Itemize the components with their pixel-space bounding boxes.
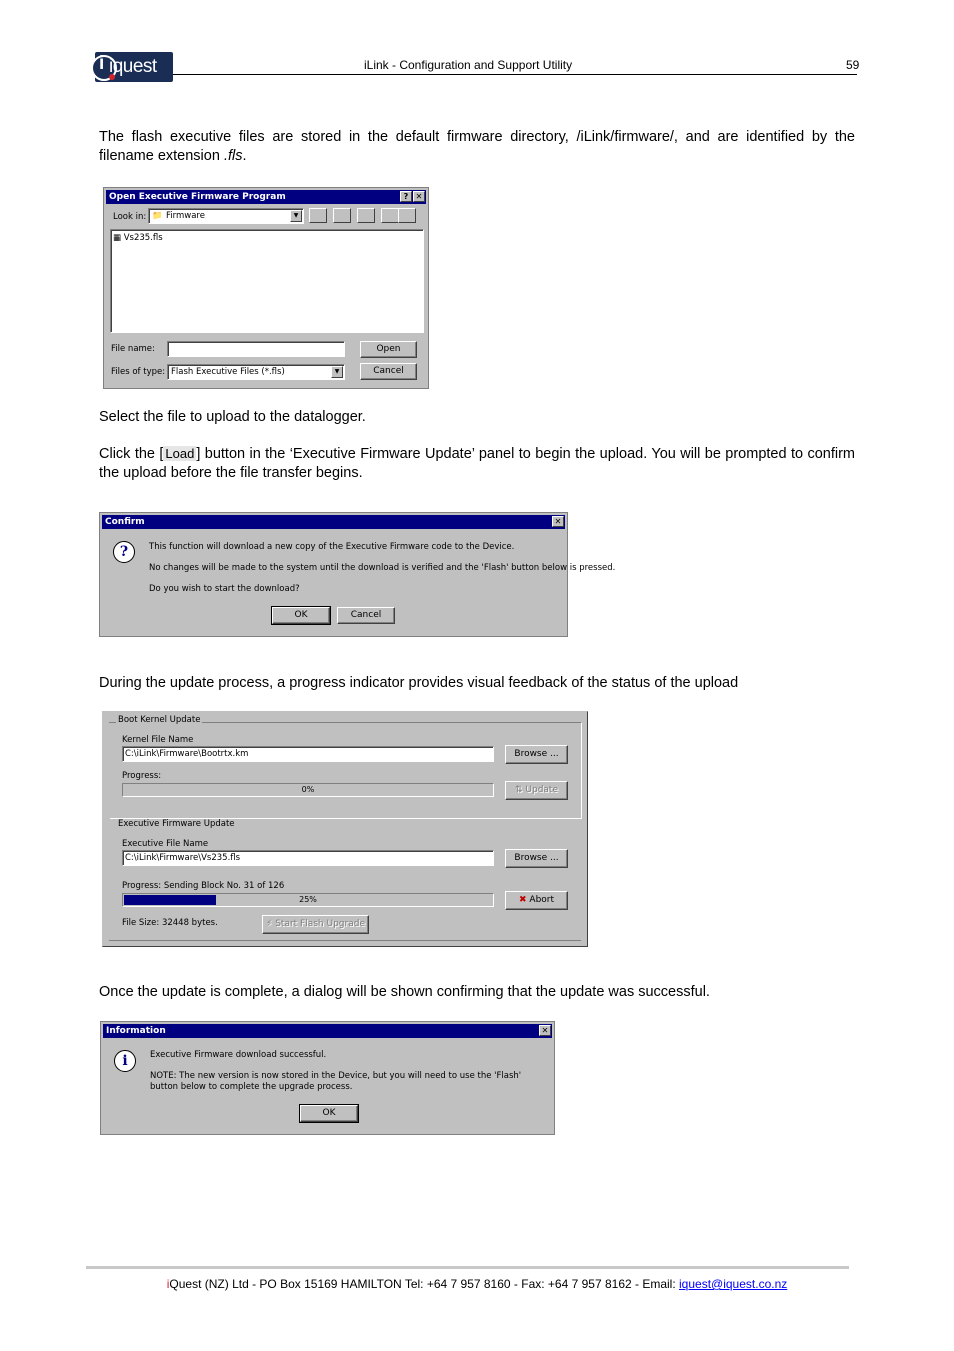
kernel-progress-label: Progress: [122,771,162,781]
exec-progress-label: Progress: Sending Block No. 31 of 126 [122,881,285,891]
logo-text: iquest [109,56,157,77]
page-number: 59 [846,58,860,72]
footer-rule [86,1266,849,1269]
paragraph-firmware-dir: The flash executive files are stored in the default firmware directory, /iLink/firmware/, and are identified by the filename extension .fls. [99,129,855,164]
exec-progress-bar [122,893,494,907]
close-button[interactable]: ✕ [413,191,425,202]
abort-icon: ✖ [518,895,527,905]
chevron-down-icon: ▼ [331,366,343,378]
close-button[interactable]: ✕ [552,516,564,527]
exec-browse-button[interactable]: Browse ... [505,849,568,868]
information-dialog [100,1021,555,1135]
firmware-update-panel [102,711,588,947]
kernel-file-input[interactable]: C:\iLink\Firmware\Bootrtx.km [122,746,494,762]
help-button[interactable]: ? [400,191,412,202]
details-view-icon[interactable] [398,208,416,223]
cancel-button[interactable]: Cancel [337,607,395,624]
file-item[interactable]: ▦ Vs235.fls [113,233,163,243]
exec-progress-text: 25% [299,895,317,904]
abort-button[interactable]: ✖ Abort [505,891,568,910]
kernel-progress-text: 0% [301,785,315,794]
header-rule [173,74,857,75]
kernel-browse-button[interactable]: Browse ... [505,745,568,764]
exec-file-input[interactable]: C:\iLink\Firmware\Vs235.fls [122,850,494,866]
confirm-message-1: This function will download a new copy of the Executive Firmware code to the Device. [149,542,515,552]
up-folder-icon[interactable] [309,208,327,223]
chevron-down-icon: ▼ [290,210,302,222]
cancel-button[interactable]: Cancel [360,363,417,380]
confirm-message-2: No changes will be made to the system until the download is verified and the 'Flash' button below is pressed. [149,563,616,573]
footer: iQuest (NZ) Ltd - PO Box 15169 HAMILTON Tel: +64 7 957 8160 - Fax: +64 7 957 8162 - Email: iquest@iquest.co.nz [166,1277,788,1291]
confirm-question: Do you wish to start the download? [149,584,300,594]
exec-group-label: Executive Firmware Update [118,819,235,829]
look-in-label: Look in: [113,212,147,222]
file-name-input[interactable] [167,341,345,357]
file-list[interactable] [110,229,424,333]
flash-icon: ⚡ [266,919,273,929]
ok-button[interactable]: OK [272,607,330,624]
update-button[interactable]: ⇅ Update [505,781,568,800]
file-name-label: File name: [111,344,155,354]
kernel-progress-bar [122,783,494,797]
paragraph-complete: Once the update is complete, a dialog will be shown confirming that the update was successful. [99,984,710,1000]
files-of-type-select[interactable]: Flash Executive Files (*.fls) ▼ [167,364,345,380]
kernel-file-label: Kernel File Name [122,735,194,745]
new-folder-icon[interactable] [357,208,375,223]
close-button[interactable]: ✕ [539,1025,551,1036]
desktop-icon[interactable] [333,208,351,223]
file-icon: ▦ [113,233,122,243]
list-view-icon[interactable] [381,208,399,223]
header-title: iLink - Configuration and Support Utility [364,58,573,72]
question-icon: ? [113,541,135,563]
iquest-logo: i iquest [95,52,173,82]
dialog-title: Open Executive Firmware Program [106,190,426,204]
dialog-title: Confirm [102,515,565,529]
dialog-title: Information [103,1024,552,1038]
exec-file-label: Executive File Name [122,839,209,849]
confirm-dialog [99,512,616,637]
info-message-2: NOTE: The new version is now stored in the Device, but you will need to use the 'Flash' button below to complete the upgrade process. [150,1071,522,1092]
email-link[interactable]: iquest@iquest.co.nz [679,1277,788,1291]
update-icon: ⇅ [514,785,523,795]
paragraph-click-load: Click the [ Load ] button in the ‘Executive Firmware Update’ panel to begin the upload. You will be prompted to confirm the upload before the file transfer begins. [99,446,855,481]
open-firmware-dialog [103,187,429,389]
info-message-1: Executive Firmware download successful. [150,1050,327,1060]
folder-icon: 📁 [152,211,163,221]
boot-kernel-group-label: Boot Kernel Update [118,715,201,725]
file-size-text: File Size: 32448 bytes. [122,918,218,928]
load-button-ref: Load [165,446,195,461]
paragraph-select-file: Select the file to upload to the datalogger. [99,409,366,425]
ok-button[interactable]: OK [300,1105,358,1122]
paragraph-progress: During the update process, a progress indicator provides visual feedback of the status of the upload [99,675,739,691]
start-flash-upgrade-button[interactable]: ⚡ Start Flash Upgrade [262,915,369,934]
info-icon: i [114,1050,136,1072]
open-button[interactable]: Open [360,341,417,358]
files-of-type-label: Files of type: [111,367,166,377]
look-in-combo[interactable]: 📁 Firmware ▼ [148,208,304,224]
